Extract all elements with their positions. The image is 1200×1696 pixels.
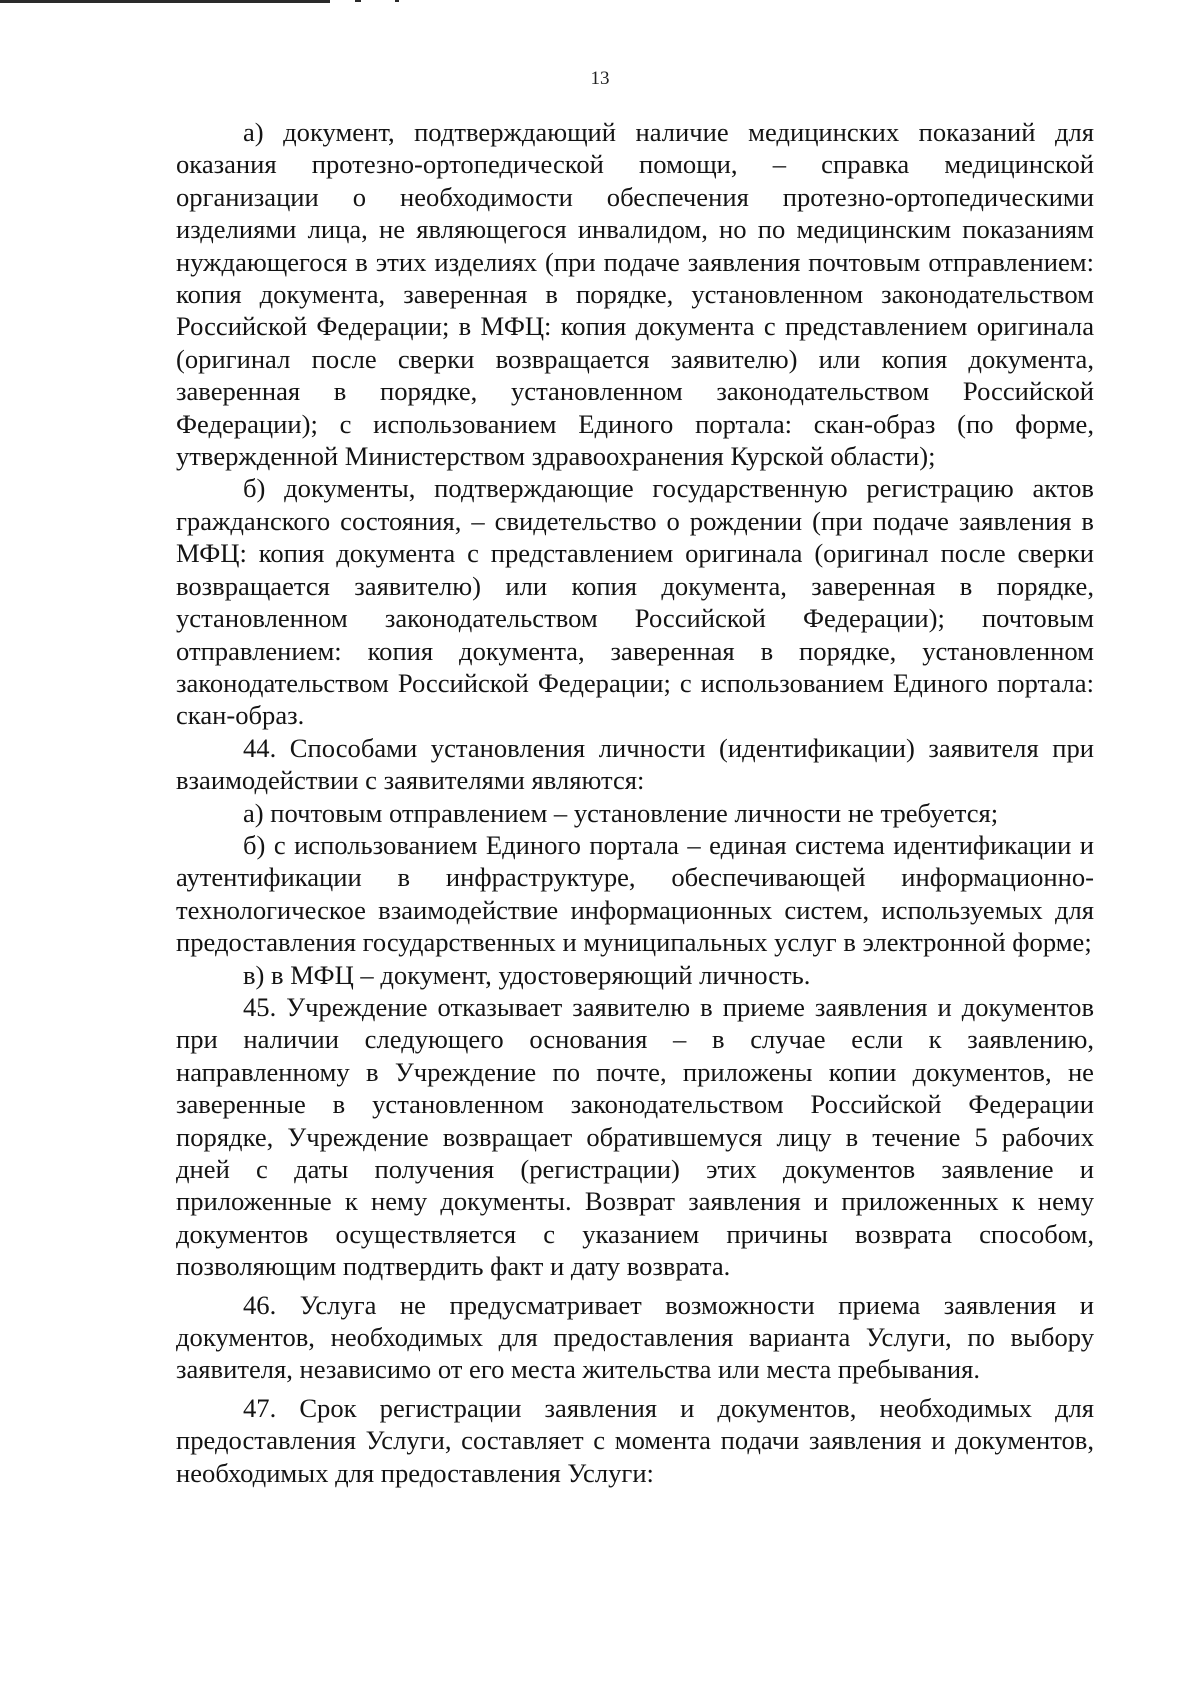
paragraph-item-45: 45. Учреждение отказывает заявителю в приеме заявления и документов при наличии следующего основания – в случае если к заявлению, направленному в Учреждение по почте, приложены копии документов, не заверенные в установленном законодательством Российской Федерации порядке, Учреждение возвращает обратившемуся лицу в течение 5 рабочих дней с даты получения (регистрации) этих документов заявление и приложенные к нему документы. Возврат заявления и приложенных к нему документов осуществляется с указанием причины возврата способом, позволяющим подтвердить факт и дату возврата.	[176, 991, 1094, 1282]
paragraph-item-47: 47. Срок регистрации заявления и документов, необходимых для предоставления Услуги, составляет с момента подачи заявления и документов, необходимых для предоставления Услуги:	[176, 1392, 1094, 1488]
paragraph-item-44-b: б) с использованием Единого портала – единая система идентификации и аутентификации в инфраструктуре, обеспечивающей информационно-технологическое взаимодействие информационных систем, используемых для предоставления государственных и муниципальных услуг в электронной форме;	[176, 829, 1094, 958]
paragraph-subitem-b: б) документы, подтверждающие государственную регистрацию актов гражданского состояния, – свидетельство о рождении (при подаче заявления в МФЦ: копия документа с представлением оригинала (оригинал после сверки возвращается заявителю) или копия документа, заверенная в порядке, установленном законодательством Российской Федерации); почтовым отправлением: копия документа, заверенная в порядке, установленном законодательством Российской Федерации; с использованием Единого портала: скан-образ.	[176, 473, 1094, 731]
page-number: 13	[590, 68, 610, 89]
paragraph-item-44: 44. Способами установления личности (идентификации) заявителя при взаимодействии с заявителями являются:	[176, 732, 1094, 796]
document-body	[176, 116, 1094, 1489]
scan-edge-mark	[395, 0, 399, 2]
paragraph-item-44-a: а) почтовым отправлением – установление личности не требуется;	[243, 797, 999, 828]
scan-edge-mark	[355, 0, 361, 2]
paragraph-item-44-c: в) в МФЦ – документ, удостоверяющий личность.	[243, 959, 811, 990]
paragraph-item-46: 46. Услуга не предусматривает возможности приема заявления и документов, необходимых для предоставления варианта Услуги, по выбору заявителя, независимо от его места жительства или места пребывания.	[176, 1289, 1094, 1385]
scan-edge-mark	[0, 0, 330, 3]
paragraph-subitem-a: а) документ, подтверждающий наличие медицинских показаний для оказания протезно-ортопедической помощи, – справка медицинской организации о необходимости обеспечения протезно-ортопедическими изделиями лица, не являющегося инвалидом, но по медицинским показаниям нуждающегося в этих изделиях (при подаче заявления почтовым отправлением: копия документа, заверенная в порядке, установленном законодательством Российской Федерации; в МФЦ: копия документа с представлением оригинала (оригинал после сверки возвращается заявителю) или копия документа, заверенная в порядке, установленном законодательством Российской Федерации); с использованием Единого портала: скан-образ (по форме, утвержденной Министерством здравоохранения Курской области);	[176, 117, 1094, 472]
